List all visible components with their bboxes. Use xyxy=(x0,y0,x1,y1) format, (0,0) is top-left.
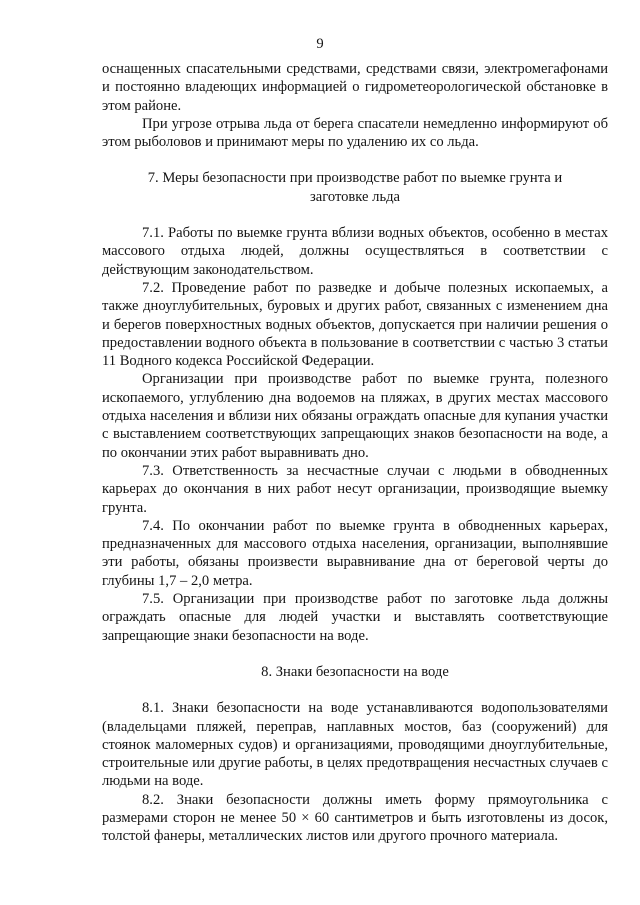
paragraph-7-1: 7.1. Работы по выемке грунта вблизи водных объектов, особенно в местах массового отдыха людей, должны осуществляться в соответствии с действующим законодательством. xyxy=(102,225,608,278)
paragraph-continuation: оснащенных спасательными средствами, средствами связи, электромегафонами и постоянно владеющих информацией о гидрометеорологической обстановке в этом районе. xyxy=(102,61,608,114)
paragraph-8-1: 8.1. Знаки безопасности на воде устанавливаются водопользователями (владельцами пляжей, переправ, наплавных мостов, баз (сооружений) для стоянок маломерных судов) и организациями, проводящими дноуглубительные, строительные или другие работы, в целях предотвращения несчастных случаев с людьми на воде. xyxy=(102,700,608,790)
paragraph-8-2: 8.2. Знаки безопасности должны иметь форму прямоугольника с размерами сторон не менее 50 × 60 сантиметров и быть изготовлены из досок, толстой фанеры, металлических листов или другого прочного материала. xyxy=(102,791,608,845)
paragraph-7-4: 7.4. По окончании работ по выемке грунта в обводненных карьерах, предназначенных для массового отдыха населения, организации, выполнявшие эти работы, обязаны произвести выравнивание дна от береговой черты до глубины 1,7 – 2,0 метра. xyxy=(102,517,608,589)
paragraph-ice-threat: При угрозе отрыва льда от берега спасатели немедленно информируют об этом рыболовов и принимают меры по удалению их со льда. xyxy=(102,115,608,151)
page-number: 9 xyxy=(316,36,324,52)
document-body xyxy=(102,60,608,846)
paragraph-7-2: 7.2. Проведение работ по разведке и добыче полезных ископаемых, а также дноуглубительных, буровых и других работ, связанных с изменением дна и берегов поверхностных водных объектов, допускается при наличии решения о предоставлении водного объекта в пользование в соответствии с частью 3 статьи 11 Водного кодекса Российской Федерации. xyxy=(102,279,608,370)
section-7-heading: 7. Меры безопасности при производстве работ по выемке грунта и заготовке льда xyxy=(147,170,563,205)
section-8-heading: 8. Знаки безопасности на воде xyxy=(261,663,449,680)
paragraph-7-5: 7.5. Организации при производстве работ по заготовке льда должны ограждать опасные для людей участки и выставлять соответствующие запрещающие знаки безопасности на воде. xyxy=(102,591,608,644)
paragraph-7-2-organizations: Организации при производстве работ по выемке грунта, полезного ископаемого, углублению дна водоемов на пляжах, в других местах массового отдыха населения и вблизи них обязаны ограждать опасные для купания участки с выставлением соответствующих запрещающих знаков безопасности на воде, а по окончании этих работ выравнивать дно. xyxy=(102,371,608,461)
paragraph-7-3: 7.3. Ответственность за несчастные случаи с людьми в обводненных карьерах до окончания в них работ несут организации, производящие выемку грунта. xyxy=(102,462,608,516)
